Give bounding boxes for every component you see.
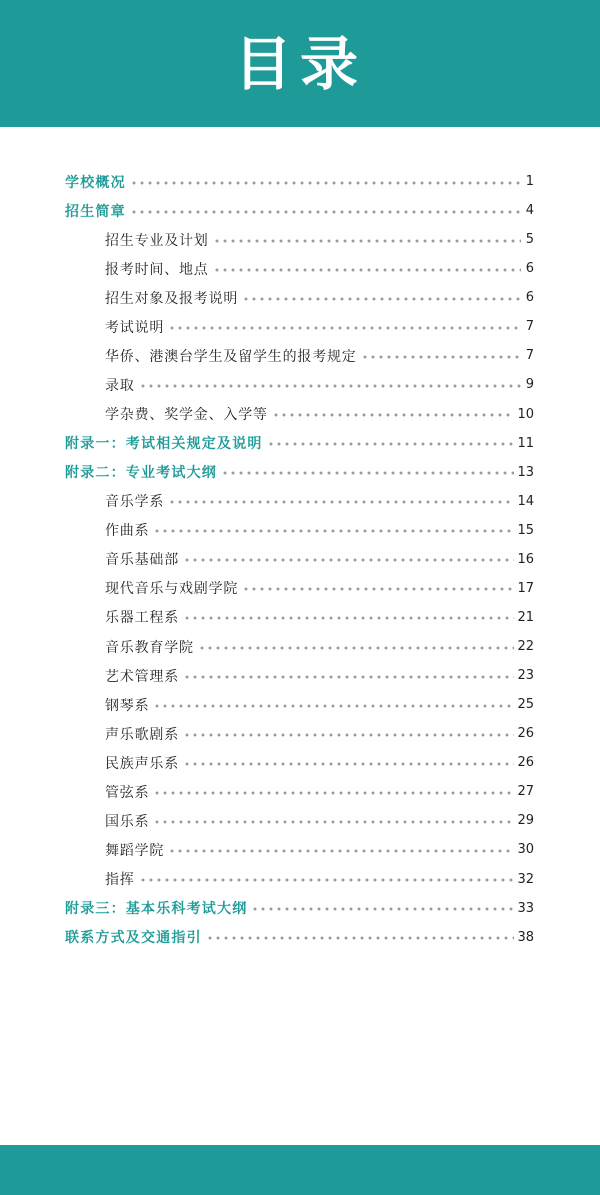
toc-subsection-row[interactable] [0, 400, 600, 429]
toc-leader-dots [198, 646, 515, 650]
toc-leader-dots [183, 762, 514, 766]
toc-subsection-row[interactable] [0, 865, 600, 894]
toc-leader-dots [272, 413, 515, 417]
toc-page-number: 26 [517, 755, 534, 771]
toc-entry-label: 指挥 [105, 872, 135, 889]
toc-entry-label: 钢琴系 [105, 697, 150, 714]
toc-leader-dots [183, 675, 514, 679]
footer-banner [0, 1145, 600, 1195]
toc-entry-label: 管弦系 [105, 784, 150, 801]
toc-page-number: 4 [525, 203, 534, 219]
toc-page-number: 30 [517, 842, 534, 858]
toc-page-number: 7 [525, 348, 534, 364]
toc-subsection-row[interactable] [0, 574, 600, 603]
toc-leader-dots [130, 181, 521, 185]
toc-leader-dots [267, 442, 515, 446]
toc-subsection-row[interactable] [0, 370, 600, 399]
toc-entry-label: 民族声乐系 [105, 755, 179, 772]
toc-subsection-row[interactable] [0, 806, 600, 835]
toc-entry-label: 附录一：考试相关规定及说明 [65, 436, 263, 453]
toc-subsection-row[interactable] [0, 312, 600, 341]
toc-page-number: 10 [517, 406, 534, 422]
toc-page-number: 9 [525, 377, 534, 393]
toc-leader-dots [213, 239, 521, 243]
toc-page-number: 38 [517, 929, 534, 945]
toc-leader-dots [183, 733, 514, 737]
toc-entry-label: 录取 [105, 377, 135, 394]
table-of-contents [0, 167, 600, 952]
toc-section-row[interactable] [0, 429, 600, 458]
toc-page-number: 14 [517, 493, 534, 509]
toc-subsection-row[interactable] [0, 341, 600, 370]
toc-leader-dots [153, 791, 514, 795]
toc-leader-dots [361, 355, 521, 359]
toc-leader-dots [168, 326, 521, 330]
toc-leader-dots [153, 529, 514, 533]
toc-section-row[interactable] [0, 923, 600, 952]
toc-entry-label: 音乐教育学院 [105, 639, 194, 656]
toc-entry-label: 现代音乐与戏剧学院 [105, 581, 239, 598]
toc-page-number: 11 [517, 435, 534, 451]
toc-leader-dots [242, 297, 521, 301]
toc-page-number: 25 [517, 697, 534, 713]
toc-leader-dots [153, 704, 514, 708]
toc-leader-dots [251, 907, 514, 911]
page-title: 目录 [233, 29, 366, 98]
toc-page-number: 6 [525, 290, 534, 306]
toc-page-number: 17 [517, 580, 534, 596]
toc-entry-label: 考试说明 [105, 319, 165, 336]
toc-subsection-row[interactable] [0, 487, 600, 516]
toc-entry-label: 舞蹈学院 [105, 842, 165, 859]
toc-leader-dots [130, 210, 521, 214]
toc-entry-label: 音乐基础部 [105, 552, 179, 569]
toc-leader-dots [183, 558, 514, 562]
toc-section-row[interactable] [0, 458, 600, 487]
toc-subsection-row[interactable] [0, 690, 600, 719]
toc-subsection-row[interactable] [0, 835, 600, 864]
toc-leader-dots [139, 878, 515, 882]
toc-entry-label: 学杂费、奖学金、入学等 [105, 407, 268, 424]
toc-subsection-row[interactable] [0, 225, 600, 254]
toc-section-row[interactable] [0, 894, 600, 923]
toc-leader-dots [139, 384, 521, 388]
toc-leader-dots [168, 849, 514, 853]
header-banner [0, 0, 600, 127]
toc-page-number: 15 [517, 522, 534, 538]
toc-entry-label: 艺术管理系 [105, 668, 179, 685]
toc-subsection-row[interactable] [0, 254, 600, 283]
toc-section-row[interactable] [0, 167, 600, 196]
toc-section-row[interactable] [0, 196, 600, 225]
toc-subsection-row[interactable] [0, 661, 600, 690]
toc-page-number: 5 [525, 232, 534, 248]
toc-page-number: 1 [525, 174, 534, 190]
toc-entry-label: 招生专业及计划 [105, 232, 209, 249]
toc-page-number: 7 [525, 319, 534, 335]
toc-entry-label: 附录三：基本乐科考试大纲 [65, 901, 248, 918]
toc-subsection-row[interactable] [0, 516, 600, 545]
toc-subsection-row[interactable] [0, 719, 600, 748]
toc-entry-label: 学校概况 [65, 174, 126, 191]
toc-leader-dots [153, 820, 514, 824]
toc-leader-dots [206, 936, 515, 940]
toc-subsection-row[interactable] [0, 603, 600, 632]
toc-entry-label: 华侨、港澳台学生及留学生的报考规定 [105, 348, 357, 365]
toc-page-number: 6 [525, 261, 534, 277]
toc-entry-label: 附录二：专业考试大纲 [65, 465, 217, 482]
toc-entry-label: 声乐歌剧系 [105, 726, 179, 743]
toc-subsection-row[interactable] [0, 545, 600, 574]
toc-page-number: 13 [517, 464, 534, 480]
toc-entry-label: 报考时间、地点 [105, 261, 209, 278]
toc-leader-dots [242, 587, 514, 591]
toc-page-number: 16 [517, 551, 534, 567]
toc-leader-dots [183, 616, 514, 620]
toc-page-number: 22 [517, 639, 534, 655]
toc-leader-dots [213, 268, 521, 272]
toc-entry-label: 乐器工程系 [105, 610, 179, 627]
toc-page-number: 26 [517, 726, 534, 742]
toc-entry-label: 国乐系 [105, 813, 150, 830]
toc-entry-label: 招生简章 [65, 203, 126, 220]
toc-entry-label: 联系方式及交通指引 [65, 930, 202, 947]
toc-entry-label: 音乐学系 [105, 494, 165, 511]
toc-subsection-row[interactable] [0, 777, 600, 806]
toc-page-number: 33 [517, 900, 534, 916]
toc-subsection-row[interactable] [0, 283, 600, 312]
toc-subsection-row[interactable] [0, 632, 600, 661]
toc-page-number: 32 [517, 871, 534, 887]
toc-page-number: 21 [517, 609, 534, 625]
toc-entry-label: 作曲系 [105, 523, 150, 540]
toc-subsection-row[interactable] [0, 748, 600, 777]
toc-page-number: 23 [517, 668, 534, 684]
toc-page-number: 27 [517, 784, 534, 800]
toc-leader-dots [168, 500, 514, 504]
toc-entry-label: 招生对象及报考说明 [105, 290, 239, 307]
toc-leader-dots [221, 471, 514, 475]
toc-page-number: 29 [517, 813, 534, 829]
